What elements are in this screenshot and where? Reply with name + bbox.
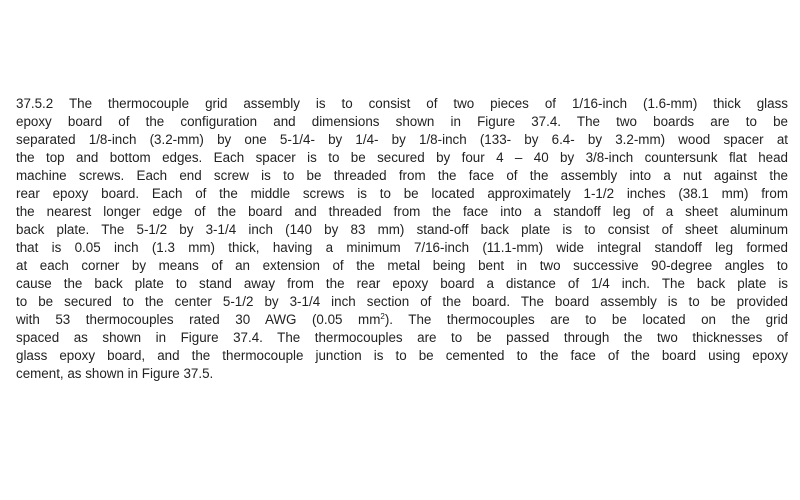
paragraph-line: separated 1/8-inch (3.2-mm) by one 5-1/4- by 1/4- by 1/8-inch (133- by 6.4- by 3.2-mm) wood spacer at bbox=[16, 132, 788, 147]
paragraph-line: the top and bottom edges. Each spacer is to be secured by four 4 – 40 by 3/8-inch countersunk flat head bbox=[16, 150, 788, 165]
paragraph-line: 37.5.2 The thermocouple grid assembly is to consist of two pieces of 1/16-inch (1.6-mm) thick glass bbox=[16, 96, 788, 111]
paragraph-line-with-superscript bbox=[16, 311, 788, 329]
line-text-before-superscript: with 53 thermocouples rated 30 AWG (0.05 mm bbox=[16, 312, 381, 327]
paragraph-line: epoxy board of the configuration and dimensions shown in Figure 37.4. The two boards are to be bbox=[16, 114, 788, 129]
paragraph-line: to be secured to the center 5-1/2 by 3-1/4 inch section of the board. The board assembly is to be provided bbox=[16, 294, 788, 309]
paragraph-line: that is 0.05 inch (1.3 mm) thick, having a minimum 7/16-inch (11.1-mm) wide integral standoff leg formed bbox=[16, 240, 788, 255]
line-text-after-superscript: ). The thermocouples are to be located on the grid bbox=[384, 312, 788, 327]
paragraph-line: at each corner by means of an extension of the metal being bent in two successive 90-degree angles to bbox=[16, 258, 788, 273]
paragraph-line: cause the back plate to stand away from the rear epoxy board a distance of 1/4 inch. The back plate is bbox=[16, 276, 788, 291]
paragraph-line-last: cement, as shown in Figure 37.5. bbox=[16, 366, 214, 381]
paragraph-line: rear epoxy board. Each of the middle screws is to be located approximately 1-1/2 inches (38.1 mm) from bbox=[16, 186, 788, 201]
section-37-5-2-paragraph bbox=[16, 95, 788, 383]
paragraph-line: back plate. The 5-1/2 by 3-1/4 inch (140 by 83 mm) stand-off back plate is to consist of sheet aluminum bbox=[16, 222, 788, 237]
paragraph-line: the nearest longer edge of the board and threaded from the face into a standoff leg of a sheet aluminum bbox=[16, 204, 788, 219]
superscript-2: 2 bbox=[380, 312, 385, 321]
paragraph-line: glass epoxy board, and the thermocouple junction is to be cemented to the face of the board using epoxy bbox=[16, 348, 788, 363]
paragraph-line: spaced as shown in Figure 37.4. The thermocouples are to be passed through the two thicknesses of bbox=[16, 330, 788, 345]
paragraph-line: machine screws. Each end screw is to be threaded from the face of the assembly into a nut against the bbox=[16, 168, 788, 183]
